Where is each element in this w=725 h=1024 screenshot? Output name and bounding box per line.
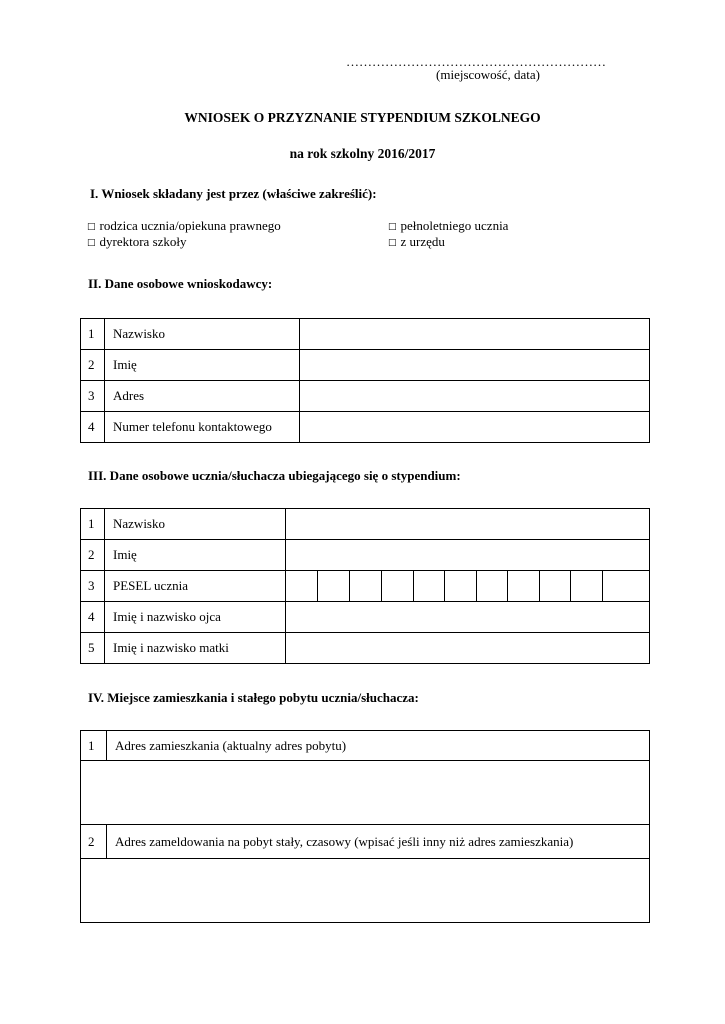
registration-address-field[interactable] [81, 859, 650, 923]
applicant-data-table [80, 318, 650, 443]
table-row [81, 381, 650, 412]
table-row [81, 633, 650, 664]
pesel-digit-box[interactable] [286, 571, 318, 602]
row-label: Adres zamieszkania (aktualny adres pobytu) [107, 731, 650, 761]
phone-field[interactable] [300, 412, 650, 443]
mother-name-field[interactable] [286, 633, 650, 664]
option-school-director[interactable] [87, 234, 187, 250]
row-label: Nazwisko [105, 319, 300, 350]
checkbox-icon[interactable]: □ [87, 238, 96, 248]
pesel-digit-box[interactable] [477, 571, 508, 602]
row-number: 1 [81, 319, 105, 350]
row-number: 1 [81, 509, 105, 540]
pesel-digit-box[interactable] [445, 571, 477, 602]
row-number: 5 [81, 633, 105, 664]
student-first-name-field[interactable] [286, 540, 650, 571]
option-label: dyrektora szkoły [99, 234, 187, 249]
address-field[interactable] [300, 381, 650, 412]
pesel-digit-box[interactable] [318, 571, 350, 602]
pesel-digit-box[interactable] [540, 571, 571, 602]
student-surname-field[interactable] [286, 509, 650, 540]
checkbox-icon[interactable]: □ [87, 222, 96, 232]
table-row [81, 859, 650, 923]
row-label: Adres [105, 381, 300, 412]
row-number: 3 [81, 381, 105, 412]
option-label: z urzędu [400, 234, 445, 249]
residence-table [80, 730, 650, 923]
pesel-digit-box[interactable] [571, 571, 603, 602]
checkbox-icon[interactable]: □ [388, 222, 397, 232]
first-name-field[interactable] [300, 350, 650, 381]
pesel-digit-box[interactable] [603, 571, 650, 602]
father-name-field[interactable] [286, 602, 650, 633]
pesel-digit-box[interactable] [382, 571, 414, 602]
surname-field[interactable] [300, 319, 650, 350]
school-year-subtitle: na rok szkolny 2016/2017 [289, 146, 436, 161]
pesel-digit-box[interactable] [508, 571, 540, 602]
table-row [81, 571, 650, 602]
row-label: Numer telefonu kontaktowego [105, 412, 300, 443]
row-number: 3 [81, 571, 105, 602]
row-label: Imię i nazwisko matki [105, 633, 286, 664]
place-date-label: (miejscowość, data) [436, 67, 540, 82]
row-number: 1 [81, 731, 107, 761]
option-label: pełnoletniego ucznia [400, 218, 509, 233]
student-data-table [80, 508, 650, 664]
row-number: 2 [81, 350, 105, 381]
table-row [81, 412, 650, 443]
option-label: rodzica ucznia/opiekuna prawnego [99, 218, 281, 233]
table-row [81, 350, 650, 381]
table-row [81, 319, 650, 350]
table-row [81, 509, 650, 540]
place-date-dotted-line: …………………………………………………… [346, 54, 606, 69]
pesel-digit-box[interactable] [414, 571, 445, 602]
section-2-heading: II. Dane osobowe wnioskodawcy: [88, 276, 273, 291]
row-label: Imię [105, 540, 286, 571]
section-1-heading: I. Wniosek składany jest przez (właściwe zakreślić): [90, 186, 377, 201]
document-title: WNIOSEK O PRZYZNANIE STYPENDIUM SZKOLNEGO [184, 110, 541, 125]
table-row [81, 731, 650, 761]
row-label: Imię [105, 350, 300, 381]
section-4-heading: IV. Miejsce zamieszkania i stałego pobytu ucznia/słuchacza: [88, 690, 419, 705]
option-ex-officio[interactable] [388, 234, 445, 250]
option-adult-student[interactable] [388, 218, 508, 234]
table-row [81, 602, 650, 633]
row-number: 2 [81, 825, 107, 859]
row-number: 4 [81, 412, 105, 443]
row-label: Adres zameldowania na pobyt stały, czasowy (wpisać jeśli inny niż adres zamieszkania) [107, 825, 650, 859]
row-label: PESEL ucznia [105, 571, 286, 602]
section-3-heading: III. Dane osobowe ucznia/słuchacza ubiegającego się o stypendium: [88, 468, 461, 483]
residence-address-field[interactable] [81, 761, 650, 825]
table-row [81, 825, 650, 859]
pesel-digit-box[interactable] [350, 571, 382, 602]
checkbox-icon[interactable]: □ [388, 238, 397, 248]
row-label: Nazwisko [105, 509, 286, 540]
table-row [81, 761, 650, 825]
row-number: 2 [81, 540, 105, 571]
table-row [81, 540, 650, 571]
option-parent-guardian[interactable] [87, 218, 281, 234]
row-number: 4 [81, 602, 105, 633]
row-label: Imię i nazwisko ojca [105, 602, 286, 633]
